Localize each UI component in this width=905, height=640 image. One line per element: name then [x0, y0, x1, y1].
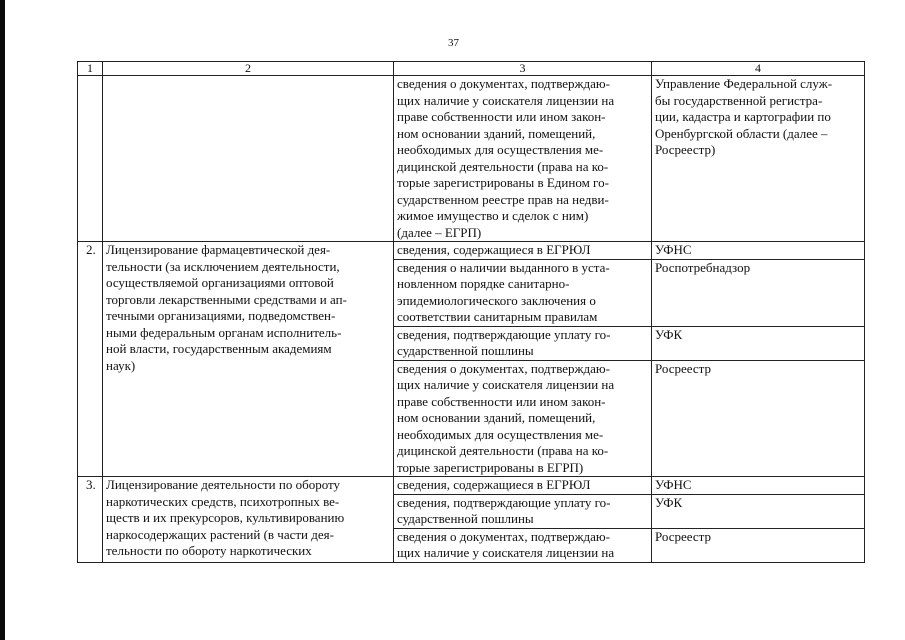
info-cell: сведения, подтверждающие уплату го- сударственной пошлины [394, 326, 652, 360]
info-cell: сведения, содержащиеся в ЕГРЮЛ [394, 477, 652, 495]
activity-cell [103, 76, 394, 242]
page-number: 37 [448, 37, 459, 49]
authority-cell: УФК [652, 326, 865, 360]
authority-cell: Управление Федеральной служ- бы государственной регистра- ции, кадастра и картографии по Оренбургской области (далее – Росреестр) [652, 76, 865, 242]
info-cell: сведения о документах, подтверждаю- щих наличие у соискателя лицензии на праве собственности или ином закон- ном основании зданий, помещений, необходимых для осуществления ме- дицинской деятельности (права на ко- торые зарегистрированы в ЕГРП) [394, 360, 652, 477]
column-header: 1 [78, 62, 103, 76]
info-cell: сведения о документах, подтверждаю- щих наличие у соискателя лицензии на праве собственности или ином закон- ном основании зданий, помещений, необходимых для осуществления ме- дицинской деятельности (права на ко- торые зарегистрированы в Едином го- сударственном реестре прав на недви- жимое имущество и сделок с ним) (далее – ЕГРП) [394, 76, 652, 242]
info-cell: сведения, содержащиеся в ЕГРЮЛ [394, 242, 652, 260]
table-header-row [78, 62, 865, 76]
table-row [78, 477, 865, 495]
row-number-cell: 2. [78, 242, 103, 477]
authority-cell: Росреестр [652, 528, 865, 562]
licensing-table [77, 61, 865, 563]
table-row [78, 242, 865, 260]
info-cell: сведения, подтверждающие уплату го- сударственной пошлины [394, 494, 652, 528]
column-header: 3 [394, 62, 652, 76]
activity-cell: Лицензирование деятельности по обороту наркотических средств, психотропных ве- ществ и их прекурсоров, культивированию наркосодержащих растений (в части дея- тельности по обороту наркотических [103, 477, 394, 563]
authority-cell: УФНС [652, 242, 865, 260]
column-header: 4 [652, 62, 865, 76]
row-number-cell: 3. [78, 477, 103, 563]
scan-left-edge [0, 0, 5, 640]
table-row [78, 76, 865, 242]
authority-cell: Росреестр [652, 360, 865, 477]
info-cell: сведения о документах, подтверждаю- щих наличие у соискателя лицензии на [394, 528, 652, 562]
info-cell: сведения о наличии выданного в уста- новленном порядке санитарно- эпидемиологического заключения о соответствии санитарным правилам [394, 259, 652, 326]
authority-cell: Роспотребнадзор [652, 259, 865, 326]
column-header: 2 [103, 62, 394, 76]
authority-cell: УФНС [652, 477, 865, 495]
activity-cell: Лицензирование фармацевтической дея- тельности (за исключением деятельности, осуществляемой организациями оптовой торговли лекарственными средствами и ап- течными организациями, подведомствен- ными федеральным органам исполнитель- ной власти, государственным академиям наук) [103, 242, 394, 477]
row-number-cell [78, 76, 103, 242]
authority-cell: УФК [652, 494, 865, 528]
